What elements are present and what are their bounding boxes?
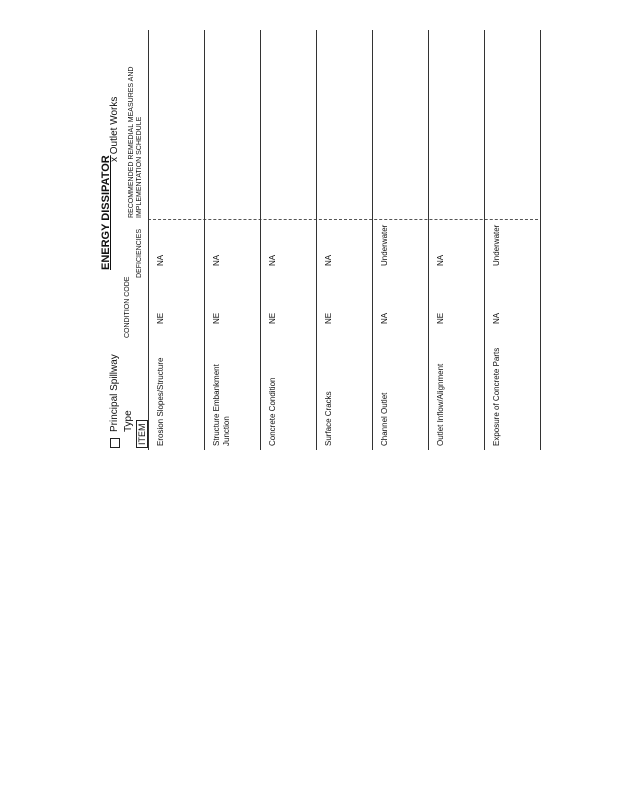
page-title: ENERGY DISSIPATOR	[100, 155, 112, 270]
row-divider	[204, 30, 205, 450]
column-divider	[148, 219, 538, 220]
row-deficiency: NA	[212, 254, 221, 266]
row-deficiency: Underwater	[492, 224, 501, 266]
row-deficiency: Underwater	[380, 224, 389, 266]
header-item: ITEM	[136, 421, 148, 449]
row-condition-code: NA	[492, 312, 501, 324]
row-item-label: Structure Embankment Junction	[212, 364, 231, 446]
row-condition-code: NA	[380, 312, 389, 324]
row-item-label: Concrete Condition	[268, 377, 277, 446]
header-deficiencies: DEFICIENCIES	[136, 228, 143, 278]
row-deficiency: NA	[436, 254, 445, 266]
principal-spillway-label: Principal Spillway	[109, 354, 120, 432]
row-item-label: Erosion Slopes/Structure	[156, 357, 165, 446]
row-deficiency: NA	[324, 254, 333, 266]
header-recommendations: RECOMMENDED REMEDIAL MEASURES AND IMPLEMENTATION SCHEDULE	[128, 66, 143, 218]
type-label: Type	[123, 410, 134, 432]
row-divider	[484, 30, 485, 450]
row-divider	[316, 30, 317, 450]
row-condition-code: NE	[436, 312, 445, 324]
principal-spillway-checkbox[interactable]	[110, 438, 120, 448]
outlet-works-label: x Outlet Works	[109, 96, 120, 162]
row-condition-code: NE	[156, 312, 165, 324]
row-item-label: Exposure of Concrete Parts	[492, 347, 501, 446]
row-deficiency: NA	[268, 254, 277, 266]
row-item-label: Channel Outlet	[380, 392, 389, 446]
row-condition-code: NE	[268, 312, 277, 324]
row-divider	[148, 30, 149, 450]
row-item-label: Surface Cracks	[324, 391, 333, 446]
row-divider	[428, 30, 429, 450]
row-deficiency: NA	[156, 254, 165, 266]
row-condition-code: NE	[212, 312, 221, 324]
row-divider	[260, 30, 261, 450]
row-divider	[540, 30, 541, 450]
header-condition-code: CONDITION CODE	[124, 276, 131, 338]
row-divider	[372, 30, 373, 450]
row-item-label: Outlet Inflow/Alignment	[436, 363, 445, 446]
rotated-form-page	[100, 30, 540, 450]
row-condition-code: NE	[324, 312, 333, 324]
